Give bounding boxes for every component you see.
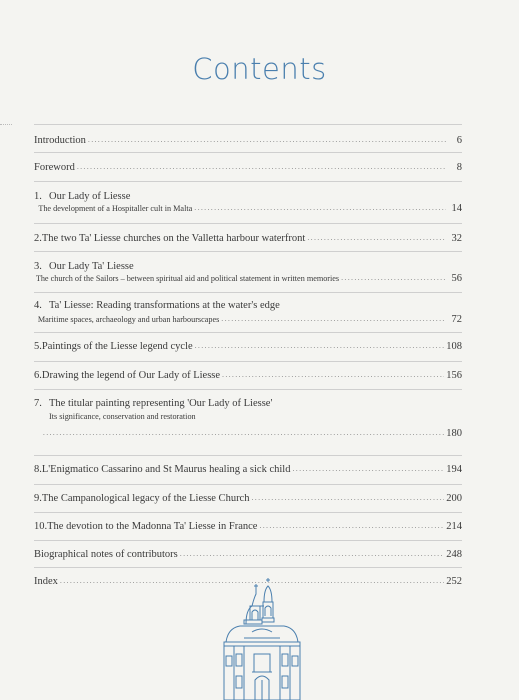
leader-dots [43, 426, 444, 439]
entry-title: The devotion to the Madonna Ta' Liesse in France [47, 521, 258, 532]
entry-title: Our Lady Ta' Liesse [49, 261, 134, 272]
toc-entry-chapter-7[interactable] [34, 397, 462, 440]
leader-dots [251, 491, 444, 504]
leader-dots [88, 133, 446, 146]
entry-number: 3. [34, 261, 42, 272]
entry-number: 4. [34, 300, 42, 311]
page-title: Contents [192, 52, 327, 86]
toc-entry-chapter-1[interactable] [34, 190, 462, 214]
divider [34, 512, 462, 513]
entry-number: 6. [34, 370, 42, 381]
divider [34, 251, 462, 252]
entry-title: Drawing the legend of Our Lady of Liesse [41, 370, 221, 381]
entry-title: Index [34, 576, 58, 587]
leader-dots [194, 202, 446, 213]
entry-number: 5. [34, 341, 42, 352]
toc-entry-foreword[interactable] [34, 161, 462, 174]
divider [34, 540, 462, 541]
leader-dots [292, 462, 444, 475]
entry-title: Our Lady of Liesse [49, 191, 131, 202]
divider [34, 455, 462, 456]
entry-page: 214 [446, 521, 462, 532]
entry-subtitle: The development of a Hospitaller cult in Malta [38, 204, 193, 213]
entry-number: 2. [34, 233, 42, 244]
entry-subtitle: The church of the Sailors – between spiritual aid and political statement in written memories [35, 274, 340, 283]
toc-entry-chapter-10[interactable] [34, 520, 462, 533]
entry-page: 252 [446, 576, 462, 587]
leader-dots [77, 160, 446, 173]
margin-mark [0, 124, 12, 125]
divider [34, 389, 462, 390]
entry-title: Ta' Liesse: Reading transformations at the water's edge [49, 300, 280, 311]
entry-title: The titular painting representing 'Our Lady of Liesse' [49, 398, 273, 409]
church-facade-icon [216, 572, 308, 700]
entry-page: 180 [446, 428, 462, 439]
toc-entry-biographical-notes[interactable] [34, 548, 462, 561]
entry-title: Foreword [34, 162, 75, 173]
entry-page: 200 [446, 493, 462, 504]
entry-subtitle: Its significance, conservation and restoration [49, 412, 196, 421]
leader-dots [221, 313, 446, 324]
entry-title: Introduction [34, 135, 86, 146]
entry-page: 156 [446, 370, 462, 381]
entry-page: 72 [451, 314, 462, 325]
entry-page: 108 [446, 341, 462, 352]
toc-entry-chapter-6[interactable] [34, 369, 462, 382]
entry-title: Paintings of the Liesse legend cycle [41, 341, 193, 352]
entry-number: 7. [34, 398, 42, 409]
leader-dots [195, 339, 445, 352]
entry-title: Biographical notes of contributors [34, 549, 178, 560]
divider [34, 567, 462, 568]
entry-number: 8. [34, 464, 42, 475]
entry-title: The Campanological legacy of the Liesse Church [41, 493, 250, 504]
toc-entry-chapter-9[interactable] [34, 492, 462, 505]
entry-page: 8 [456, 162, 462, 173]
entry-page: 194 [446, 464, 462, 475]
entry-page: 56 [451, 273, 462, 284]
entry-subtitle: Maritime spaces, archaeology and urban harbourscapes [37, 315, 220, 324]
divider [34, 361, 462, 362]
toc-entry-chapter-2[interactable] [34, 232, 462, 245]
leader-dots [341, 272, 446, 283]
entry-title: L'Enigmatico Cassarino and St Maurus healing a sick child [41, 464, 291, 475]
leader-dots [222, 368, 444, 381]
toc-entry-introduction[interactable] [34, 134, 462, 147]
toc-entry-chapter-5[interactable] [34, 340, 462, 353]
divider [34, 181, 462, 182]
divider [34, 332, 462, 333]
leader-dots [180, 547, 444, 560]
divider [34, 152, 462, 153]
toc-entry-chapter-3[interactable] [34, 260, 462, 284]
divider [34, 124, 462, 125]
entry-title: The two Ta' Liesse churches on the Valletta harbour waterfront [41, 233, 306, 244]
entry-page: 248 [446, 549, 462, 560]
leader-dots [259, 519, 444, 532]
divider [34, 484, 462, 485]
entry-page: 14 [451, 203, 462, 214]
entry-number: 1. [34, 191, 42, 202]
toc-entry-chapter-4[interactable] [34, 299, 462, 325]
toc-entry-chapter-8[interactable] [34, 463, 462, 476]
entry-number: 9. [34, 493, 42, 504]
divider [34, 292, 462, 293]
entry-page: 32 [451, 233, 462, 244]
entry-page: 6 [456, 135, 462, 146]
divider [34, 223, 462, 224]
entry-number: 10. [34, 521, 48, 532]
leader-dots [307, 231, 446, 244]
